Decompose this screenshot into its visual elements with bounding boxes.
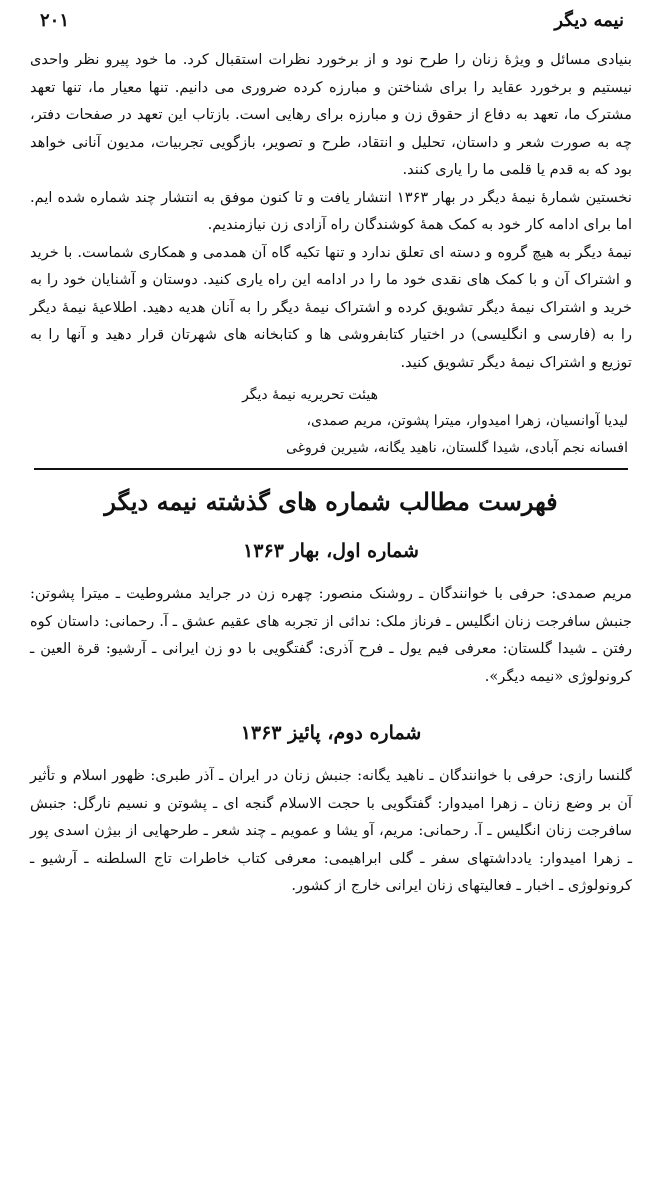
signature-title: هیئت تحریریه نیمهٔ دیگر: [242, 387, 378, 403]
intro-paragraph: نیمهٔ دیگر به هیچ گروه و دسته ای تعلق ندارد و تنها تکیه گاه آن همدمی و همکاری شماست. با خرید و اشتراک آن و با کمک های نقدی خود ما را در ادامه این راه یاری کنید. دوستان و آشنایان خود را به خرید و اشتراک نیمهٔ دیگر تشویق کرده و اشتراک نیمهٔ دیگر را به آنان هدیه دهید. اطلاعیهٔ نیمهٔ دیگر را به (فارسی و انگلیسی) در اختیار کتابفروشی ها و کتابخانه های شهرتان قرار دهید و آنها را به توزیع و اشتراک نیمهٔ دیگر تشویق کنید.: [30, 243, 632, 371]
signature-names-line: لیدیا آوانسیان، زهرا امیدوار، میترا پشوتن، مریم صمدی،: [306, 413, 628, 429]
page-header: [30, 0, 632, 46]
signature-names-line: افسانه نجم آبادی، شیدا گلستان، ناهید یگانه، شیرین فروغی: [286, 440, 628, 456]
intro-paragraph: بنیادی مسائل و ویژهٔ زنان را طرح نود و از برخورد نظرات استقبال کرد. ما خود پیرو نظر واحدی نیستیم و برخورد عقاید را برای شناختن و مبارزه کرده ضروری می دانیم. تنها معیار ما، تنها تعهد مشترک ما، تعهد به دفاع از حقوق زن و مبارزه برای رهایی است. بازتاب این تعهد در صفحات دفتر، چه به صورت شعر و داستان، تحلیل و انتقاد، طرح و تصویر، بازگویی تجربیات، مدیون آنانی خواهد بود که به قدم یا قلمی ما را یاری کنند.: [30, 51, 632, 178]
issue-block: [30, 718, 632, 900]
issue-heading: شماره دوم، پائیز ۱۳۶۳: [240, 722, 422, 744]
editorial-signature: [30, 382, 632, 462]
index-title: فهرست مطالب شماره های گذشته نیمه دیگر: [104, 487, 558, 516]
intro-section: [30, 46, 632, 376]
running-title: نیمه دیگر: [554, 10, 624, 31]
intro-paragraph: نخستین شمارهٔ نیمهٔ دیگر در بهار ۱۳۶۳ انتشار یافت و تا کنون موفق به انتشار چند شماره شده ایم. اما برای ادامه کار خود به کمک همهٔ کوشندگان راه آزادی زن نیازمندیم.: [30, 188, 632, 233]
issue-contents: مریم صمدی: حرفی با خوانندگان ـ روشنک منصور: چهره زن در جراید مشروطیت ـ میترا پشوتن: جنبش سافرجت زنان انگلیس ـ فرناز ملک: ندائی از تجربه های عقیم عشق ـ آ. رحمانی: داستان کوه رفتن ـ شیدا گلستان: معرفی فیم یول ـ فرح آذری: گفتگویی با دو زن ایرانی ـ آرشیو: قرة العین ـ کرونولوژی «نیمه دیگر».: [30, 585, 632, 685]
issue-contents: گلنسا رازی: حرفی با خوانندگان ـ ناهید یگانه: جنبش زنان در ایران ـ آذر طبری: ظهور اسلام و تأثیر آن بر وضع زنان ـ زهرا امیدوار: گفتگویی با حجت الاسلام گنجه ای ـ پشوتن و نسیم نارگل: جنبش سافرجت زنان انگلیس ـ آ. رحمانی: مریم، آو یشا و عمویم ـ چند شعر ـ طرحهایی از بیژن اسدی پور ـ زهرا امیدوار: یادداشتهای سفر ـ گلی ابراهیمی: معرفی کتاب خاطرات تاج السلطنه ـ آرشیو ـ کرونولوژی ـ اخبار ـ فعالیتهای زنان ایرانی خارج از کشور.: [30, 767, 632, 894]
issue-block: [30, 536, 632, 690]
section-divider: [34, 468, 628, 470]
page-number: ۲۰۱: [40, 10, 70, 31]
issue-heading: شماره اول، بهار ۱۳۶۳: [243, 540, 419, 562]
